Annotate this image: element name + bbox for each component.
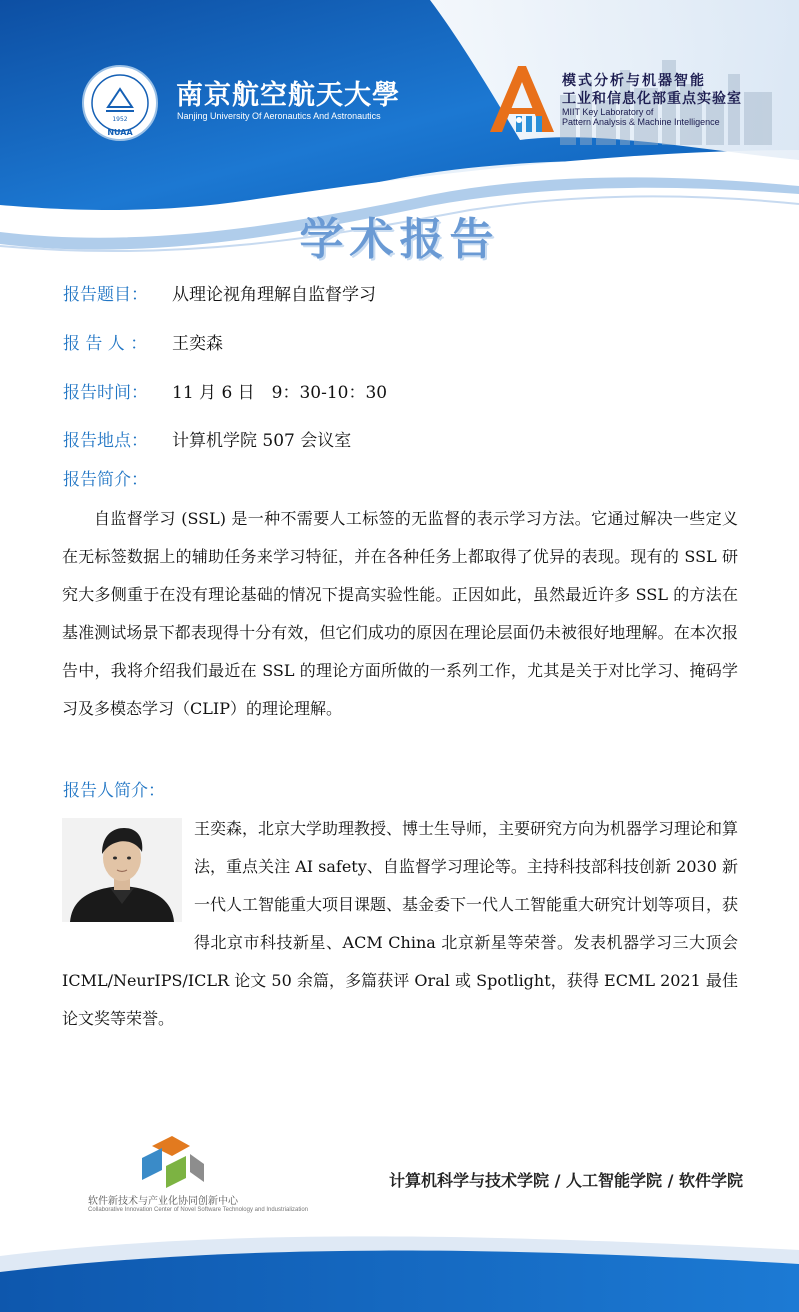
abstract-heading: 报告简介： <box>63 470 148 490</box>
location-value: 计算机学院 507 会议室 <box>172 431 352 451</box>
university-seal-icon <box>80 63 160 143</box>
footer-wave <box>0 1220 799 1312</box>
time-value: 11 月 6 日 9：30-10：30 <box>172 383 388 403</box>
seal-year: 1952 <box>112 116 128 123</box>
topic-value: 从理论视角理解自监督学习 <box>172 285 376 305</box>
center-name-cn: 软件新技术与产业化协同创新中心 <box>88 1196 238 1207</box>
location-label: 报告地点： <box>63 431 148 451</box>
lab-name-en-line1: MIIT Key Laboratory of <box>562 107 654 117</box>
university-name-en: Nanjing University Of Aeronautics And Astronautics <box>177 111 381 121</box>
topic-label: 报告题目： <box>63 285 148 305</box>
nuaa-logo-block <box>80 63 400 143</box>
school-name: 计算机科学与技术学院 / 人工智能学院 / 软件学院 <box>389 1171 743 1190</box>
center-name-en: Collaborative Innovation Center of Novel Software Technology and Industrialization <box>88 1207 309 1213</box>
lab-name-en-line2: Pattern Analysis & Machine Intelligence <box>562 117 720 127</box>
time-label: 报告时间： <box>63 383 148 403</box>
lab-name-cn-line1: 模式分析与机器智能 <box>562 73 706 89</box>
university-name-cn: 南京航空航天大學 <box>176 80 400 111</box>
bio-block <box>62 810 738 1038</box>
bio-text: 王奕森，北京大学助理教授、博士生导师，主要研究方向为机器学习理论和算法，重点关注 AI safety、自监督学习理论等。主持科技部科技创新 2030 新一代人工智能重大项目课题、基金委下一代人工智能重大研究计划等项目，获得北京市科技新星、ACM China 北京新星等荣誉。发表机器学习三大顶会 ICML/NeurIPS/ICLR 论文 50 余篇，多篇获评 Oral 或 Spotlight，获得 ECML 2021 最佳论文奖等荣誉。 <box>62 819 739 1028</box>
seal-text: NUAA <box>107 128 133 137</box>
abstract-text: 自监督学习 (SSL) 是一种不需要人工标签的无监督的表示学习方法。它通过解决一些定义在无标签数据上的辅助任务来学习特征，并在各种任务上都取得了优异的表现。现有的 SSL 研究大多侧重于在没有理论基础的情况下提高实验性能。正因如此，虽然最近许多 SSL 的方法在基准测试场景下都表现得十分有效，但它们成功的原因在理论层面仍未被很好地理解。在本次报告中，我将介绍我们最近在 SSL 的理论方面所做的一系列工作，尤其是关于对比学习、掩码学习及多模态学习（CLIP）的理论理解。 <box>62 509 738 718</box>
speaker-photo <box>62 818 182 922</box>
lab-logo-icon <box>486 60 558 136</box>
speaker-value: 王奕森 <box>172 334 223 354</box>
bio-heading: 报告人简介： <box>63 781 165 801</box>
page-title: 学术报告 <box>299 214 500 265</box>
lab-logo-block <box>486 60 742 140</box>
lab-name-cn-line2: 工业和信息化部重点实验室 <box>562 91 742 107</box>
speaker-label: 报 告 人 ： <box>63 334 148 354</box>
